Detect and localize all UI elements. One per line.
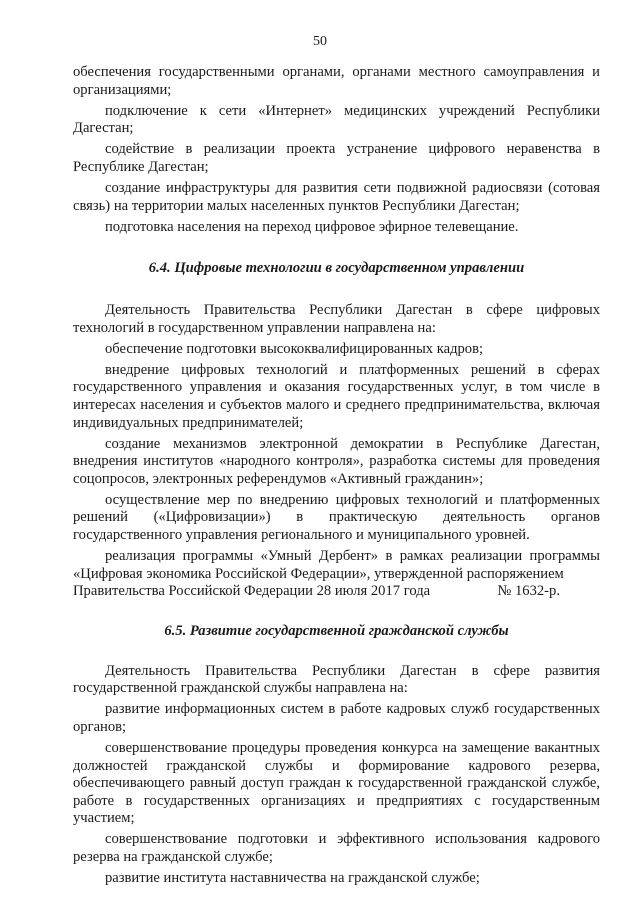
document-body [73,64,600,891]
paragraph: Деятельность Правительства Республики Дагестан в сфере цифровых технологий в государственном управлении направлена на: [73,301,600,336]
decree-number: № 1632-р. [497,583,560,600]
paragraph: содействие в реализации проекта устранение цифрового неравенства в Республике Дагестан; [73,141,600,175]
paragraph: реализация программы «Умный Дербент» в рамках реализации программы «Цифровая экономика Российской Федерации», утвержденной распоряжением [73,548,600,582]
paragraph: подготовка населения на переход цифровое эфирное телевещание. [105,218,519,235]
paragraph: подключение к сети «Интернет» медицинских учреждений Республики Дагестан; [73,102,600,137]
paragraph: Деятельность Правительства Республики Дагестан в сфере развития государственной гражданской службы направлена на: [73,662,600,697]
paragraph: развитие института наставничества на гражданской службе; [105,870,480,887]
paragraph: совершенствование подготовки и эффективного использования кадрового резерва на гражданской службе; [73,831,600,865]
paragraph: внедрение цифровых технологий и платформенных решений в сферах государственного управления и оказания государственных услуг, в том числе в интересах населения и субъектов малого и среднего предпринимательства, включая индивидуальных предпринимателей; [73,361,600,431]
paragraph: обеспечения государственными органами, органами местного самоуправления и организациями; [73,64,600,98]
page-number: 50 [313,34,327,49]
paragraph: создание инфраструктуры для развития сети подвижной радиосвязи (сотовая связь) на территории малых населенных пунктов Республики Дагестан; [73,180,600,214]
paragraph: совершенствование процедуры проведения конкурса на замещение вакантных должностей гражданской службы и формирование кадрового резерва, обеспечивающего равный доступ граждан к государственной гражданской службе, работе в государственных организациях и предприятиях с государственным участием; [73,739,600,827]
paragraph: обеспечение подготовки высококвалифицированных кадров; [105,340,484,357]
section-heading-6-5: 6.5. Развитие государственной гражданской службы [164,622,509,639]
paragraph: создание механизмов электронной демократии в Республике Дагестан, внедрения институтов «народного контроля», разработка системы для проведения соцопросов, электронных референдумов «Активный гражданин»; [73,435,600,487]
paragraph-final-line [73,583,600,601]
final-line-text: Правительства Российской Федерации 28 июля 2017 года [73,583,431,600]
paragraph: развитие информационных систем в работе кадровых служб государственных органов; [73,701,600,735]
section-heading-6-4: 6.4. Цифровые технологии в государственном управлении [148,260,525,277]
paragraph: осуществление мер по внедрению цифровых технологий и платформенных решений («Цифровизации») в практическую деятельность органов государственного управления регионального и муниципального уровней. [73,491,600,544]
